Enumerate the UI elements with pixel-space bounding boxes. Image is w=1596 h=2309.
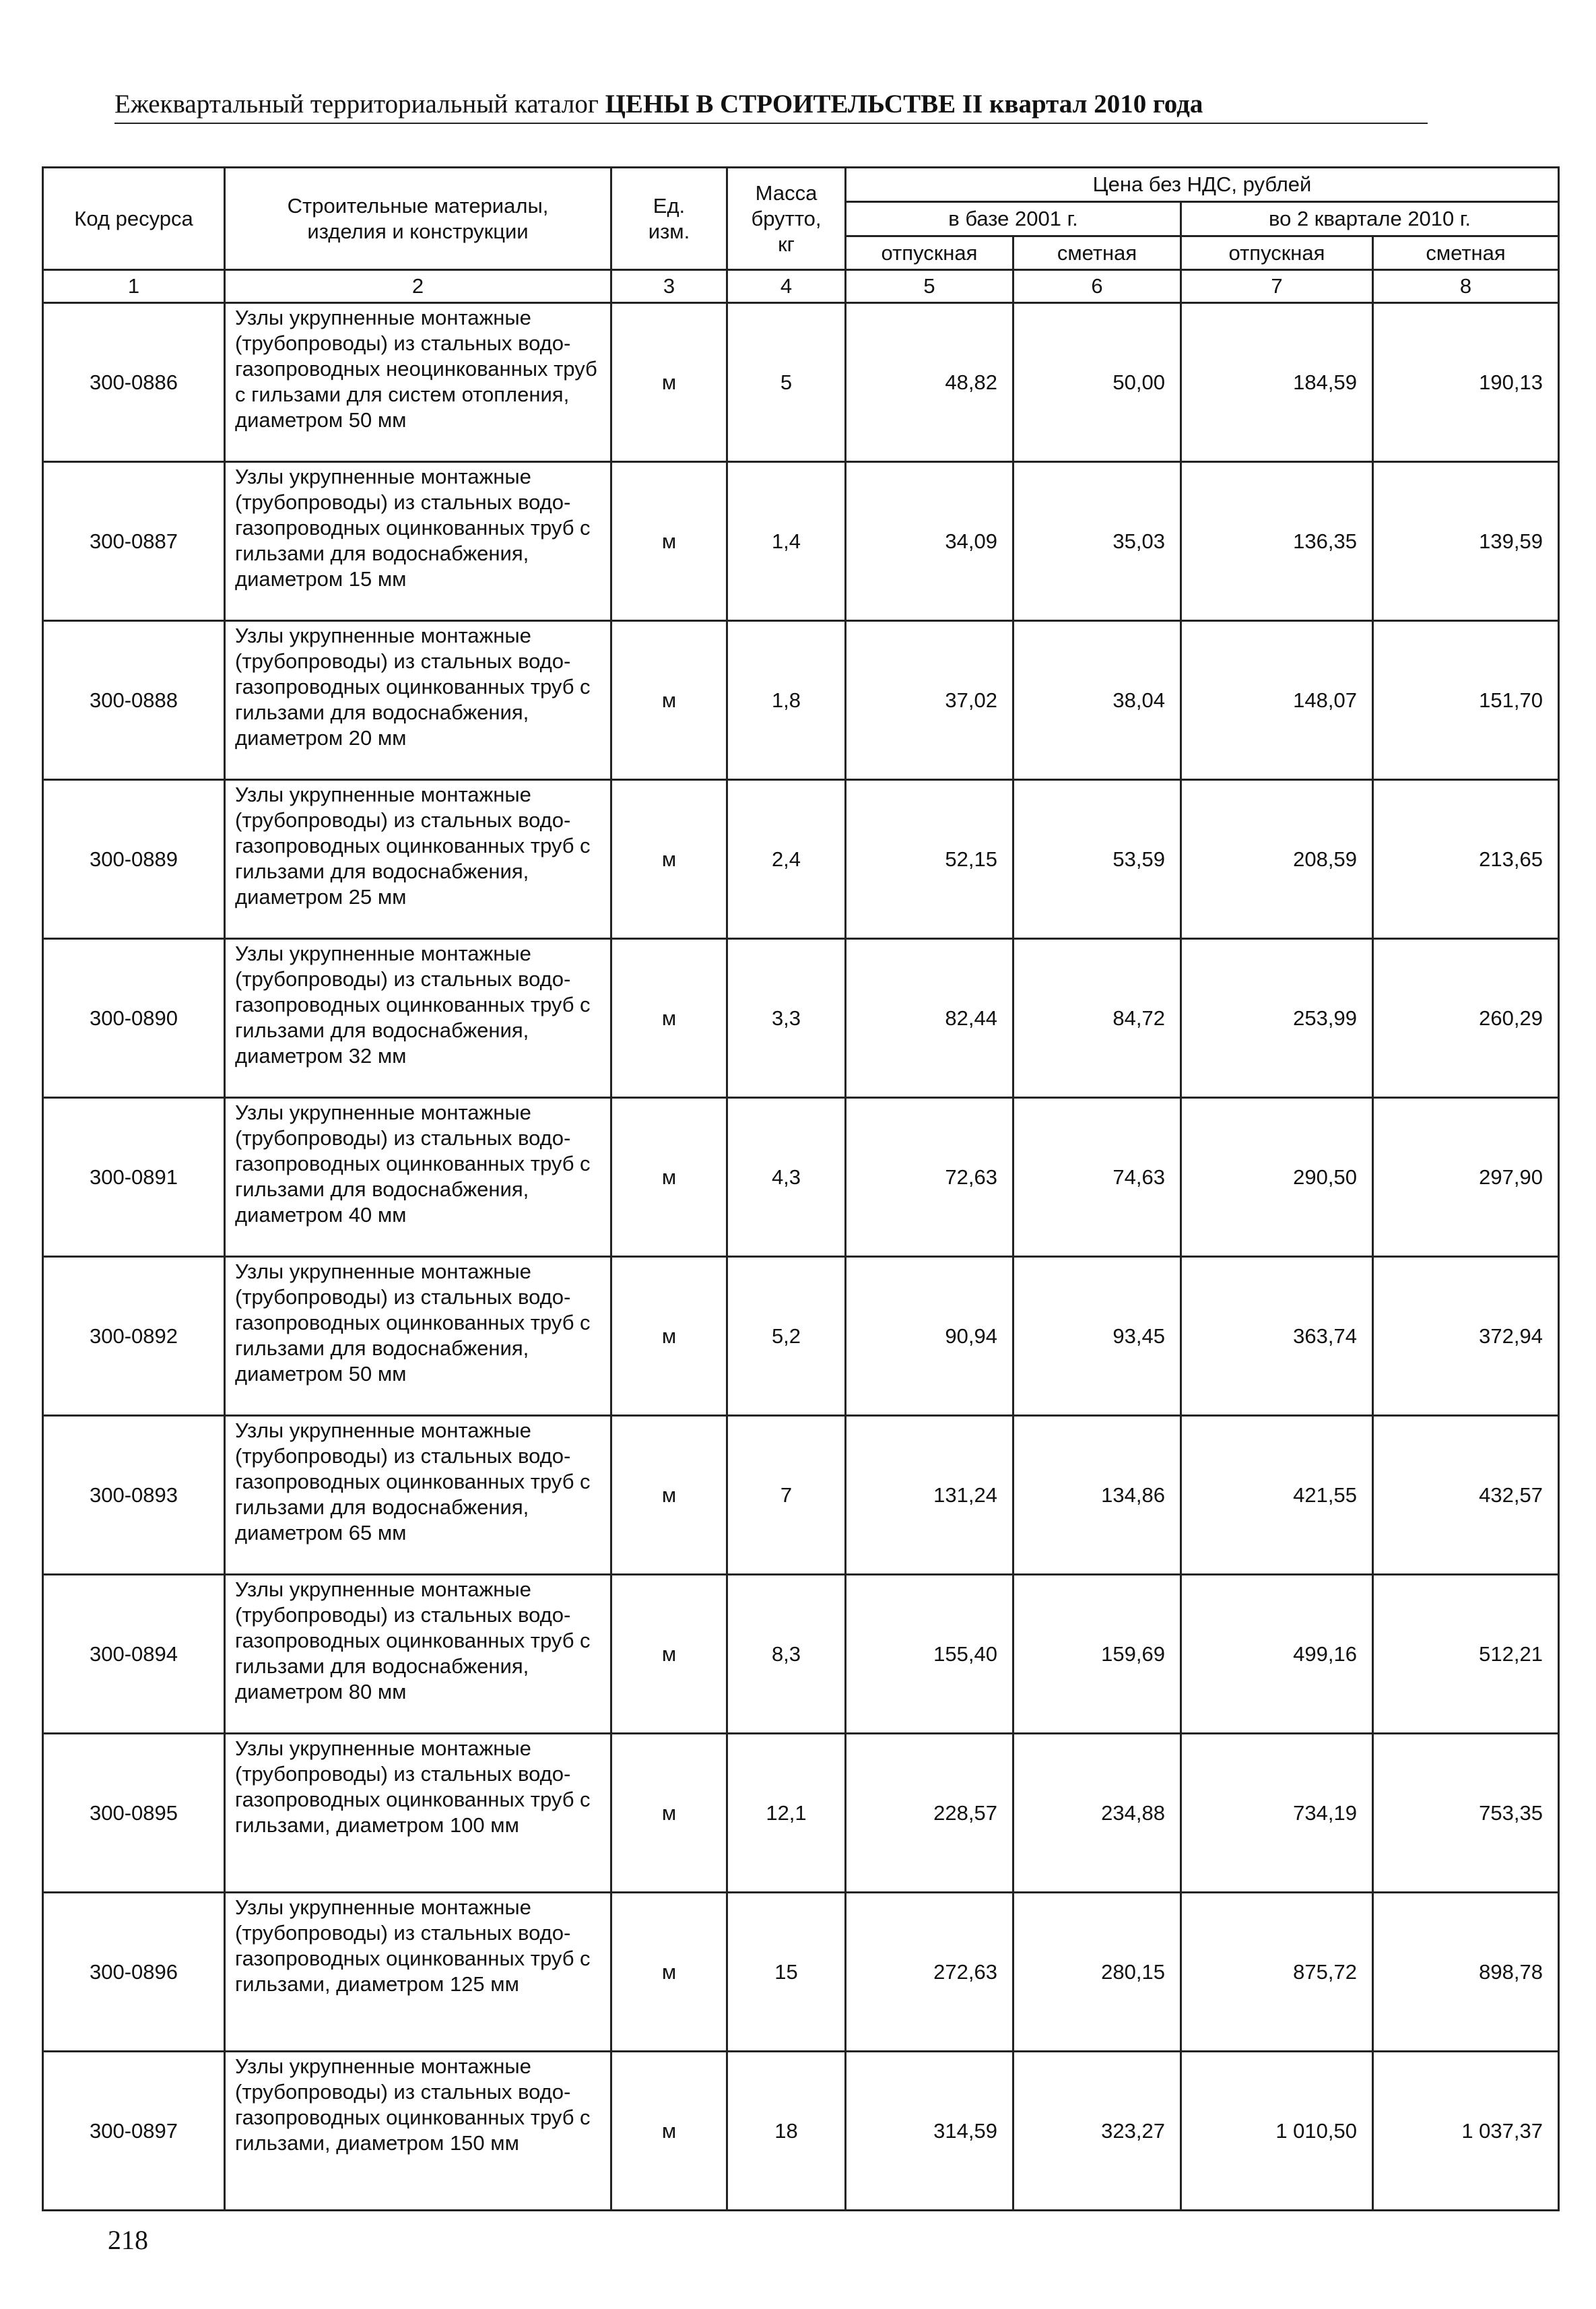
col-number: 8 [1373,270,1559,303]
gross-mass: 2,4 [727,780,846,939]
unit-of-measure: м [611,1416,727,1575]
price-estimate-current: 213,65 [1373,780,1559,939]
material-description: Узлы укрупненные монтажные (трубопроводы) из стальных водо-газопроводных оцинкованных труб с гильзами для водоснабжения, диаметром 50 мм [225,1257,611,1416]
table-row [43,1893,1559,2052]
price-sale-base: 314,59 [846,2052,1013,2211]
table-row [43,1734,1559,1893]
price-sale-base: 155,40 [846,1575,1013,1734]
material-description: Узлы укрупненные монтажные (трубопроводы) из стальных водо-газопроводных оцинкованных труб с гильзами, диаметром 150 мм [225,2052,611,2211]
catalog-title: ЦЕНЫ В СТРОИТЕЛЬСТВЕ II квартал 2010 года [605,90,1203,119]
resource-code: 300-0896 [43,1893,225,2052]
col-number: 5 [846,270,1013,303]
resource-code: 300-0891 [43,1098,225,1257]
unit-of-measure: м [611,303,727,462]
col-number: 3 [611,270,727,303]
material-description: Узлы укрупненные монтажные (трубопроводы) из стальных водо-газопроводных оцинкованных труб с гильзами для водоснабжения, диаметром 65 мм [225,1416,611,1575]
price-estimate-current: 898,78 [1373,1893,1559,2052]
col-number: 4 [727,270,846,303]
resource-code: 300-0895 [43,1734,225,1893]
price-sale-base: 228,57 [846,1734,1013,1893]
col-header-price: Цена без НДС, рублей [846,168,1559,202]
table-row [43,780,1559,939]
price-sale-base: 37,02 [846,621,1013,780]
price-estimate-current: 297,90 [1373,1098,1559,1257]
unit-of-measure: м [611,1575,727,1734]
price-sale-base: 48,82 [846,303,1013,462]
price-sale-current: 184,59 [1181,303,1373,462]
gross-mass: 8,3 [727,1575,846,1734]
col-header-sale-base: отпускная [846,236,1013,270]
price-estimate-current: 753,35 [1373,1734,1559,1893]
price-estimate-current: 432,57 [1373,1416,1559,1575]
col-header-base-2001: в базе 2001 г. [846,202,1181,236]
gross-mass: 5 [727,303,846,462]
col-number: 2 [225,270,611,303]
price-sale-current: 290,50 [1181,1098,1373,1257]
gross-mass: 12,1 [727,1734,846,1893]
price-sale-current: 208,59 [1181,780,1373,939]
page-number: 218 [108,2225,148,2255]
resource-code: 300-0889 [43,780,225,939]
material-description: Узлы укрупненные монтажные (трубопроводы) из стальных водо-газопроводных неоцинкованных труб с гильзами для систем отопления, диаметром 50 мм [225,303,611,462]
gross-mass: 15 [727,1893,846,2052]
col-header-estimate-current: сметная [1373,236,1559,270]
material-description: Узлы укрупненные монтажные (трубопроводы) из стальных водо-газопроводных оцинкованных труб с гильзами для водоснабжения, диаметром 40 мм [225,1098,611,1257]
page-header [114,89,1428,124]
material-description: Узлы укрупненные монтажные (трубопроводы) из стальных водо-газопроводных оцинкованных труб с гильзами для водоснабжения, диаметром 15 мм [225,462,611,621]
price-estimate-base: 234,88 [1013,1734,1181,1893]
price-sale-base: 90,94 [846,1257,1013,1416]
table-row [43,621,1559,780]
price-estimate-current: 260,29 [1373,939,1559,1098]
col-number: 1 [43,270,225,303]
col-header-code: Код ресурса [43,168,225,270]
price-sale-current: 363,74 [1181,1257,1373,1416]
price-estimate-current: 1 037,37 [1373,2052,1559,2211]
col-header-mass: Масса брутто, кг [727,168,846,270]
price-sale-current: 734,19 [1181,1734,1373,1893]
unit-of-measure: м [611,1893,727,2052]
price-estimate-current: 151,70 [1373,621,1559,780]
gross-mass: 7 [727,1416,846,1575]
col-number: 7 [1181,270,1373,303]
price-sale-base: 52,15 [846,780,1013,939]
price-estimate-current: 512,21 [1373,1575,1559,1734]
price-estimate-base: 93,45 [1013,1257,1181,1416]
material-description: Узлы укрупненные монтажные (трубопроводы) из стальных водо-газопроводных оцинкованных труб с гильзами, диаметром 100 мм [225,1734,611,1893]
price-estimate-base: 74,63 [1013,1098,1181,1257]
resource-code: 300-0893 [43,1416,225,1575]
price-sale-base: 272,63 [846,1893,1013,2052]
col-header-unit: Ед. изм. [611,168,727,270]
resource-code: 300-0894 [43,1575,225,1734]
price-estimate-current: 190,13 [1373,303,1559,462]
price-estimate-base: 35,03 [1013,462,1181,621]
price-table [42,166,1560,2211]
gross-mass: 18 [727,2052,846,2211]
gross-mass: 4,3 [727,1098,846,1257]
material-description: Узлы укрупненные монтажные (трубопроводы) из стальных водо-газопроводных оцинкованных труб с гильзами для водоснабжения, диаметром 25 мм [225,780,611,939]
col-header-estimate-base: сметная [1013,236,1181,270]
table-row [43,1257,1559,1416]
price-estimate-base: 50,00 [1013,303,1181,462]
unit-of-measure: м [611,939,727,1098]
price-estimate-base: 84,72 [1013,939,1181,1098]
col-header-q2-2010: во 2 квартале 2010 г. [1181,202,1559,236]
price-sale-base: 34,09 [846,462,1013,621]
price-sale-base: 72,63 [846,1098,1013,1257]
col-header-sale-current: отпускная [1181,236,1373,270]
table-row [43,462,1559,621]
catalog-prefix: Ежеквартальный территориальный каталог [114,90,599,119]
price-sale-current: 875,72 [1181,1893,1373,2052]
material-description: Узлы укрупненные монтажные (трубопроводы) из стальных водо-газопроводных оцинкованных труб с гильзами для водоснабжения, диаметром 80 мм [225,1575,611,1734]
resource-code: 300-0892 [43,1257,225,1416]
gross-mass: 1,4 [727,462,846,621]
price-estimate-base: 159,69 [1013,1575,1181,1734]
unit-of-measure: м [611,780,727,939]
price-estimate-base: 53,59 [1013,780,1181,939]
table-row [43,939,1559,1098]
price-sale-current: 1 010,50 [1181,2052,1373,2211]
price-estimate-current: 372,94 [1373,1257,1559,1416]
unit-of-measure: м [611,621,727,780]
resource-code: 300-0887 [43,462,225,621]
material-description: Узлы укрупненные монтажные (трубопроводы) из стальных водо-газопроводных оцинкованных труб с гильзами для водоснабжения, диаметром 20 мм [225,621,611,780]
price-estimate-base: 38,04 [1013,621,1181,780]
unit-of-measure: м [611,1734,727,1893]
gross-mass: 1,8 [727,621,846,780]
col-number: 6 [1013,270,1181,303]
material-description: Узлы укрупненные монтажные (трубопроводы) из стальных водо-газопроводных оцинкованных труб с гильзами для водоснабжения, диаметром 32 мм [225,939,611,1098]
price-sale-current: 421,55 [1181,1416,1373,1575]
price-sale-current: 148,07 [1181,621,1373,780]
price-estimate-base: 134,86 [1013,1416,1181,1575]
gross-mass: 3,3 [727,939,846,1098]
unit-of-measure: м [611,462,727,621]
price-sale-current: 253,99 [1181,939,1373,1098]
resource-code: 300-0886 [43,303,225,462]
price-sale-base: 131,24 [846,1416,1013,1575]
table-row [43,303,1559,462]
price-sale-current: 136,35 [1181,462,1373,621]
gross-mass: 5,2 [727,1257,846,1416]
column-number-row [43,270,1559,303]
table-row [43,1098,1559,1257]
price-sale-base: 82,44 [846,939,1013,1098]
table-row [43,1416,1559,1575]
unit-of-measure: м [611,1257,727,1416]
table-row [43,1575,1559,1734]
material-description: Узлы укрупненные монтажные (трубопроводы) из стальных водо-газопроводных оцинкованных труб с гильзами, диаметром 125 мм [225,1893,611,2052]
unit-of-measure: м [611,2052,727,2211]
price-estimate-base: 280,15 [1013,1893,1181,2052]
unit-of-measure: м [611,1098,727,1257]
price-sale-current: 499,16 [1181,1575,1373,1734]
resource-code: 300-0888 [43,621,225,780]
table-row [43,2052,1559,2211]
col-header-materials: Строительные материалы, изделия и конструкции [225,168,611,270]
price-estimate-base: 323,27 [1013,2052,1181,2211]
price-estimate-current: 139,59 [1373,462,1559,621]
resource-code: 300-0890 [43,939,225,1098]
resource-code: 300-0897 [43,2052,225,2211]
